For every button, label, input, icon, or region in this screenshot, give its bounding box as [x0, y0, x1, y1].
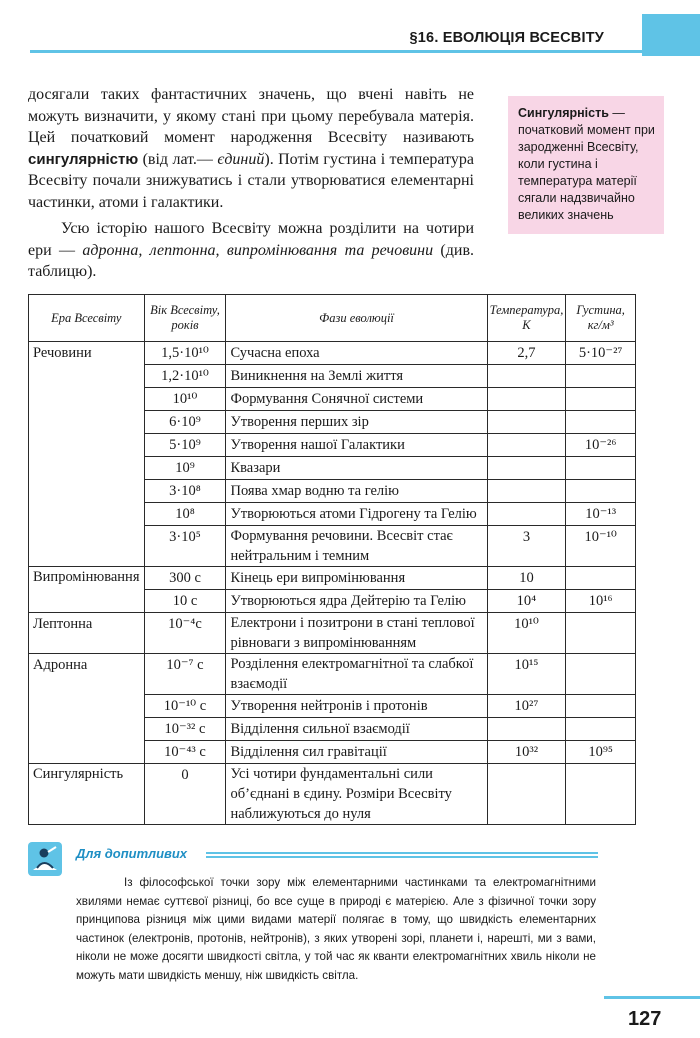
temp-cell — [487, 718, 566, 741]
temp-cell: 10 — [487, 567, 566, 590]
density-cell — [566, 365, 636, 388]
phase-cell: Відділення сильної взаємодії — [226, 718, 487, 741]
p1-text-b: (від лат.— — [138, 150, 218, 168]
age-cell: 3·10⁵ — [144, 526, 226, 567]
era-cell: Випромінювання — [29, 567, 145, 613]
main-text — [28, 84, 474, 283]
phase-cell: Квазари — [226, 457, 487, 480]
phase-cell: Утворюються ядра Дейтерію та Гелію — [226, 590, 487, 613]
temp-cell: 3 — [487, 526, 566, 567]
temp-cell — [487, 503, 566, 526]
table-row — [29, 764, 636, 825]
phase-cell: Кінець ери випромінювання — [226, 567, 487, 590]
temp-cell — [487, 365, 566, 388]
phase-cell: Утворюються атоми Гідрогену та Гелію — [226, 503, 487, 526]
header-era: Ера Всесвіту — [29, 295, 145, 342]
phase-cell: Сучасна епоха — [226, 342, 487, 365]
p2-eras: адронна, лептонна, випромінювання та речовини — [82, 241, 434, 259]
p2-text-b: (див. таблицю). — [28, 241, 474, 280]
age-cell: 300 с — [144, 567, 226, 590]
temp-cell: 10¹⁰ — [487, 613, 566, 654]
header-phase: Фази еволюції — [226, 295, 487, 342]
phase-cell: Поява хмар водню та гелію — [226, 480, 487, 503]
density-cell — [566, 764, 636, 825]
temp-cell: 10³² — [487, 741, 566, 764]
temp-cell: 10²⁷ — [487, 695, 566, 718]
age-cell: 10 с — [144, 590, 226, 613]
era-cell: Адронна — [29, 654, 145, 764]
era-cell: Сингулярність — [29, 764, 145, 825]
temp-cell: 2,7 — [487, 342, 566, 365]
density-cell — [566, 388, 636, 411]
temp-cell — [487, 411, 566, 434]
p1-text-a: досягали таких фантастичних значень, що вчені навіть не можуть визначити, у якому стані при цьому перебувала матерія. Цей початковий момент народження Всесвіту називають — [28, 86, 474, 146]
definition-sidebar — [508, 96, 664, 234]
paragraph-1 — [28, 84, 474, 213]
header-age: Вік Всесвіту, років — [144, 295, 226, 342]
header-rule — [30, 50, 642, 53]
curious-section-rule — [206, 852, 598, 858]
density-cell: 10⁻¹³ — [566, 503, 636, 526]
phase-cell: Розділення електромагнітної та слабкої взаємодії — [226, 654, 487, 695]
phase-cell: Усі чотири фундаментальні сили об’єднані в єдину. Розміри Всесвіту наближуються до нуля — [226, 764, 487, 825]
age-cell: 10⁻⁴с — [144, 613, 226, 654]
table-row — [29, 342, 636, 365]
age-cell: 10⁻¹⁰ с — [144, 695, 226, 718]
age-cell: 10¹⁰ — [144, 388, 226, 411]
curious-reader-icon — [28, 842, 62, 876]
age-cell: 1,2·10¹⁰ — [144, 365, 226, 388]
phase-cell: Формування Сонячної системи — [226, 388, 487, 411]
temp-cell — [487, 480, 566, 503]
phase-cell: Виникнення на Землі життя — [226, 365, 487, 388]
footer-rule — [604, 996, 700, 999]
age-cell: 5·10⁹ — [144, 434, 226, 457]
density-cell — [566, 654, 636, 695]
phase-cell: Електрони і позитрони в стані теплової рівноваги з випромінюванням — [226, 613, 487, 654]
sidebar-term: Сингулярність — [518, 106, 609, 120]
age-cell: 10⁻⁴³ с — [144, 741, 226, 764]
density-cell — [566, 613, 636, 654]
p2-text-a: Усю історію нашого Всесвіту можна розділити на чотири ери — — [28, 220, 474, 259]
paragraph-2 — [28, 218, 474, 283]
table-row — [29, 613, 636, 654]
temp-cell — [487, 457, 566, 480]
evolution-table — [28, 294, 636, 825]
temp-cell — [487, 764, 566, 825]
curious-section-text: Із філософської точки зору між елементарними частинками та електромагнітними хвилями немає суттєвої різниці, бо все суще в природі є матерією. Але з фізичної точки зору принципова різниця між цими видами матерії полягає в тому, що швидкість елементарних частинок (електронів, протонів, нейтронів), з яких утворені зорі, планети і, нарешті, ми з вами, ніколи не може досягти швидкості світла, у той час як кванти електромагнітних хвиль ніколи не можуть мати швидкість меншу, ніж швидкість світла. — [76, 876, 596, 982]
density-cell: 5·10⁻²⁷ — [566, 342, 636, 365]
page-header-title: §16. ЕВОЛЮЦІЯ ВСЕСВІТУ — [409, 30, 604, 46]
page-number: 127 — [628, 1008, 662, 1030]
header-density: Густина, кг/м³ — [566, 295, 636, 342]
header-temp: Температура, К — [487, 295, 566, 342]
age-cell: 10⁸ — [144, 503, 226, 526]
density-cell: 10⁻²⁶ — [566, 434, 636, 457]
phase-cell: Утворення нейтронів і протонів — [226, 695, 487, 718]
density-cell: 10⁻¹⁰ — [566, 526, 636, 567]
phase-cell: Відділення сил гравітації — [226, 741, 487, 764]
age-cell: 10⁹ — [144, 457, 226, 480]
p1-term: сингулярністю — [28, 150, 139, 168]
sidebar-definition: — початковий момент при зародженні Всесвіту, коли густина і температура матерії сягали надзвичайно великих значень — [518, 106, 655, 222]
temp-cell: 10⁴ — [487, 590, 566, 613]
era-cell: Речовини — [29, 342, 145, 567]
age-cell: 6·10⁹ — [144, 411, 226, 434]
temp-cell: 10¹⁵ — [487, 654, 566, 695]
table-header-row — [29, 295, 636, 342]
density-cell — [566, 480, 636, 503]
header-tab — [642, 14, 700, 56]
age-cell: 10⁻⁷ с — [144, 654, 226, 695]
density-cell — [566, 567, 636, 590]
density-cell — [566, 457, 636, 480]
phase-cell: Утворення нашої Галактики — [226, 434, 487, 457]
density-cell: 10⁹⁵ — [566, 741, 636, 764]
age-cell: 10⁻³² с — [144, 718, 226, 741]
density-cell: 10¹⁶ — [566, 590, 636, 613]
table-row — [29, 567, 636, 590]
phase-cell: Утворення перших зір — [226, 411, 487, 434]
temp-cell — [487, 434, 566, 457]
p1-latin: єдиний — [217, 150, 265, 168]
temp-cell — [487, 388, 566, 411]
era-cell: Лептонна — [29, 613, 145, 654]
density-cell — [566, 695, 636, 718]
phase-cell: Формування речовини. Всесвіт стає нейтральним і темним — [226, 526, 487, 567]
p1-text-c: ). Потім густина і температура Всесвіту почали знижуватись і стали утворюватися елементарні частинки, атоми і галактики. — [28, 150, 474, 211]
age-cell: 0 — [144, 764, 226, 825]
density-cell — [566, 718, 636, 741]
density-cell — [566, 411, 636, 434]
curious-section-title: Для допитливих — [76, 846, 188, 861]
age-cell: 3·10⁸ — [144, 480, 226, 503]
table-row — [29, 654, 636, 695]
age-cell: 1,5·10¹⁰ — [144, 342, 226, 365]
